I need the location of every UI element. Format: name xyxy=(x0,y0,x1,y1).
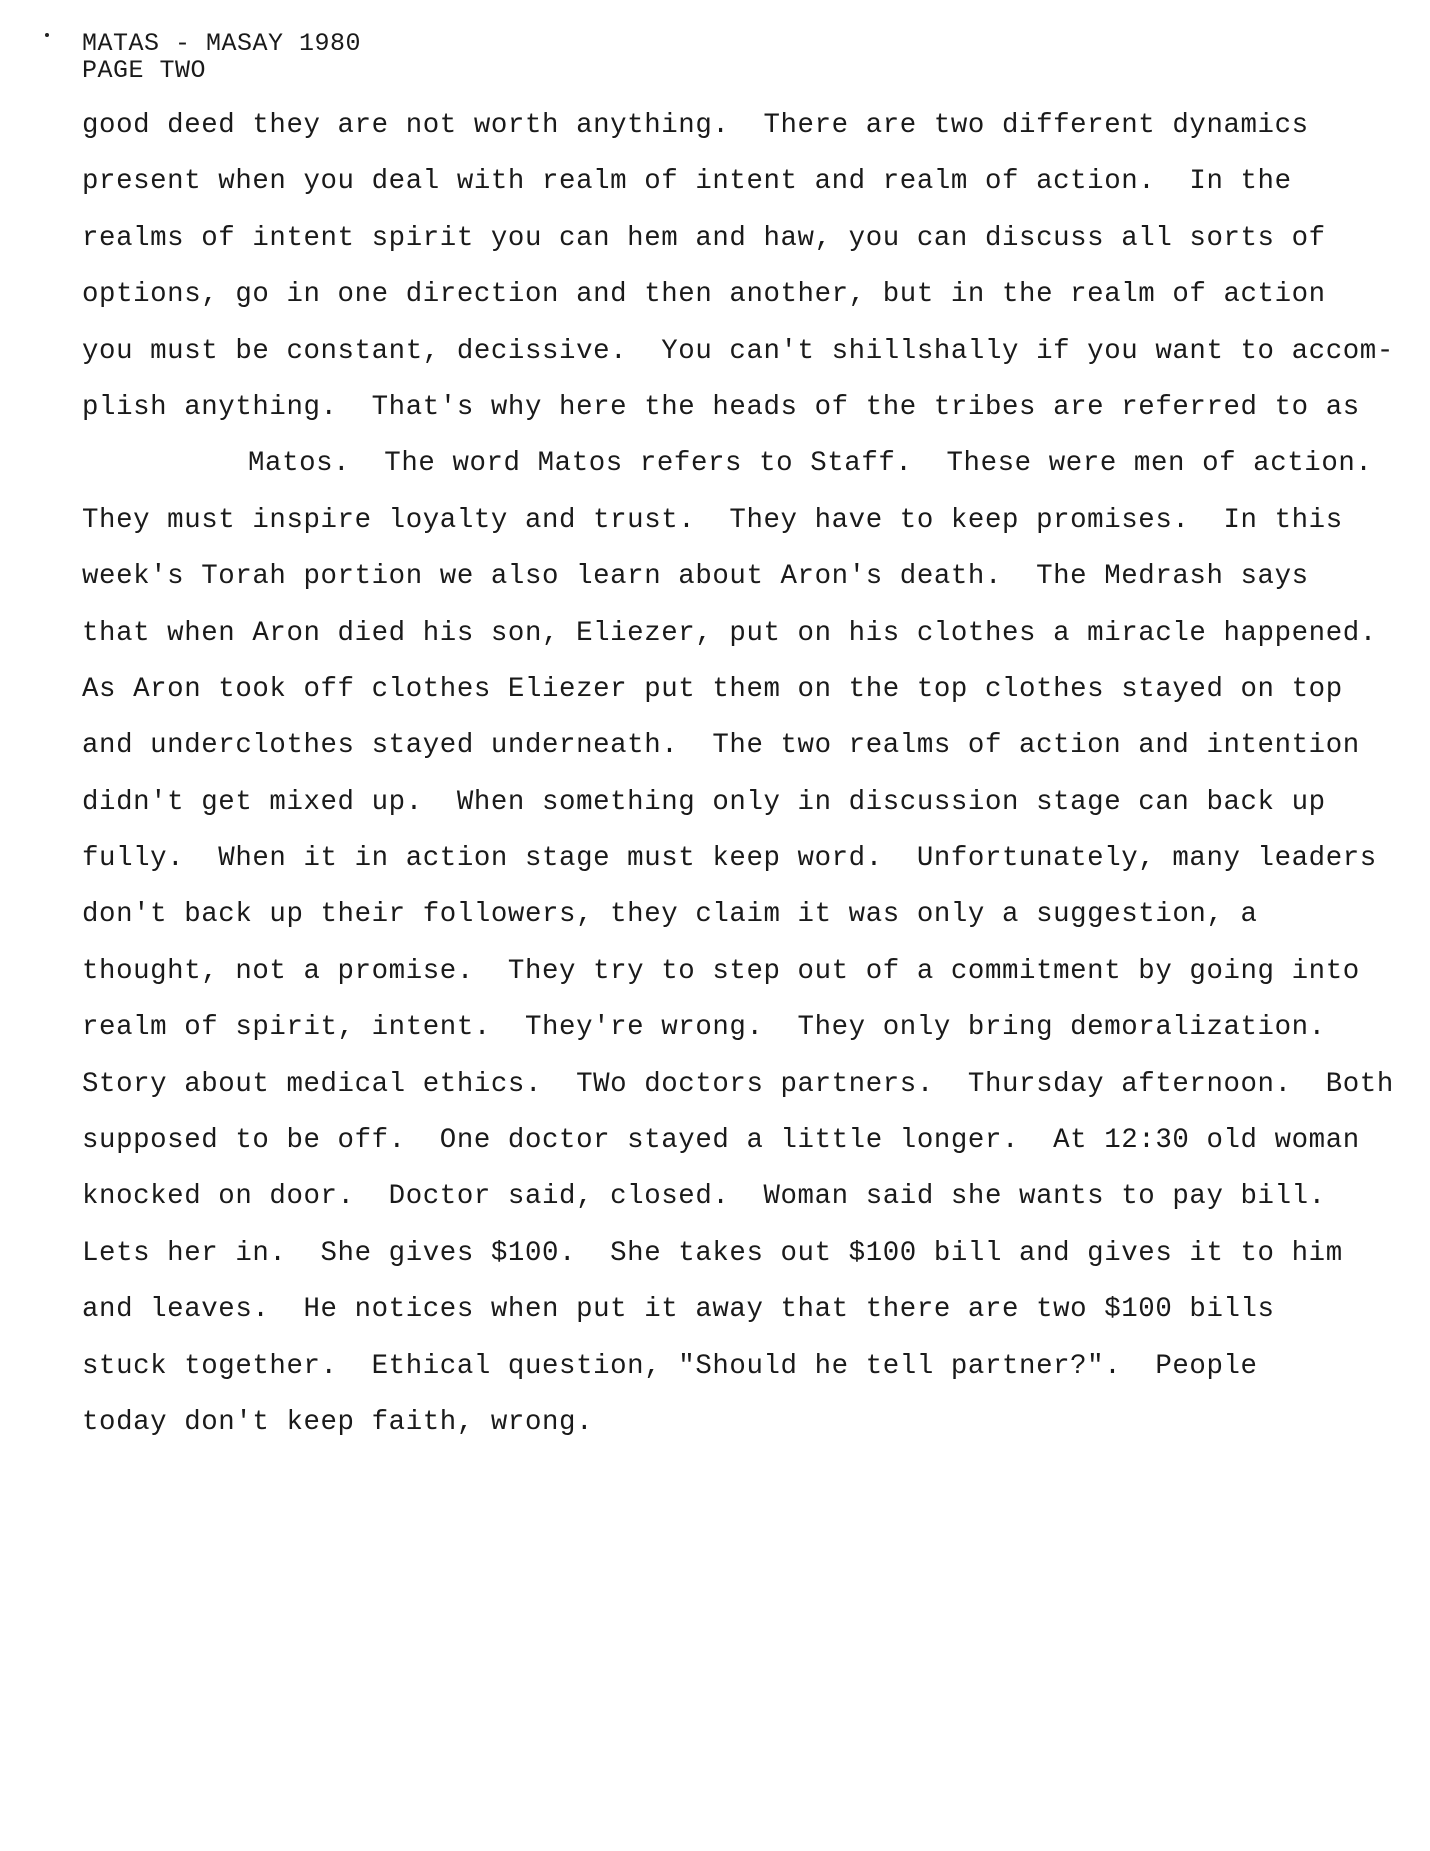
page-header xyxy=(82,30,361,84)
text-line: and underclothes stayed underneath. The two realms of action and intention xyxy=(82,730,1360,762)
text-line: realms of intent spirit you can hem and haw, you can discuss all sorts of xyxy=(82,222,1326,254)
text-line: that when Aron died his son, Eliezer, put on his clothes a miracle happened. xyxy=(82,617,1377,649)
text-line: As Aron took off clothes Eliezer put them on the top clothes stayed on top xyxy=(82,673,1343,705)
text-line: They must inspire loyalty and trust. They have to keep promises. In this xyxy=(82,504,1343,536)
text-line: Lets her in. She gives $100. She takes out $100 bill and gives it to him xyxy=(82,1237,1343,1269)
text-line: stuck together. Ethical question, "Should he tell partner?". People xyxy=(82,1350,1258,1382)
text-line: plish anything. That's why here the heads of the tribes are referred to as xyxy=(82,391,1360,423)
text-line: don't back up their followers, they claim it was only a suggestion, a xyxy=(82,899,1258,931)
text-line: options, go in one direction and then another, but in the realm of action xyxy=(82,279,1326,311)
text-line: Story about medical ethics. TWo doctors partners. Thursday afternoon. Both xyxy=(82,1068,1394,1100)
text-line: and leaves. He notices when put it away that there are two $100 bills xyxy=(82,1294,1275,1326)
text-line: thought, not a promise. They try to step out of a commitment by going into xyxy=(82,955,1360,987)
text-line: week's Torah portion we also learn about Aron's death. The Medrash says xyxy=(82,561,1309,593)
text-line: you must be constant, decissive. You can't shillshally if you want to accom- xyxy=(82,335,1394,367)
text-line: present when you deal with realm of intent and realm of action. In the xyxy=(82,166,1292,198)
body-text xyxy=(82,106,1402,1459)
text-line: today don't keep faith, wrong. xyxy=(82,1406,594,1438)
header-title: MATAS - MASAY 1980 xyxy=(82,29,362,58)
text-line: knocked on door. Doctor said, closed. Woman said she wants to pay bill. xyxy=(82,1181,1326,1213)
text-line: fully. When it in action stage must keep word. Unfortunately, many leaders xyxy=(82,843,1377,875)
text-line: supposed to be off. One doctor stayed a little longer. At 12:30 old woman xyxy=(82,1125,1360,1157)
text-line: good deed they are not worth anything. There are two different dynamics xyxy=(82,110,1309,141)
text-line: realm of spirit, intent. They're wrong. They only bring demoralization. xyxy=(82,1012,1326,1044)
header-page-number: PAGE TWO xyxy=(82,56,207,85)
text-line: Matos. The word Matos refers to Staff. These were men of action. xyxy=(248,448,1373,480)
scan-speck xyxy=(45,33,49,37)
text-line: didn't get mixed up. When something only in discussion stage can back up xyxy=(82,786,1326,818)
